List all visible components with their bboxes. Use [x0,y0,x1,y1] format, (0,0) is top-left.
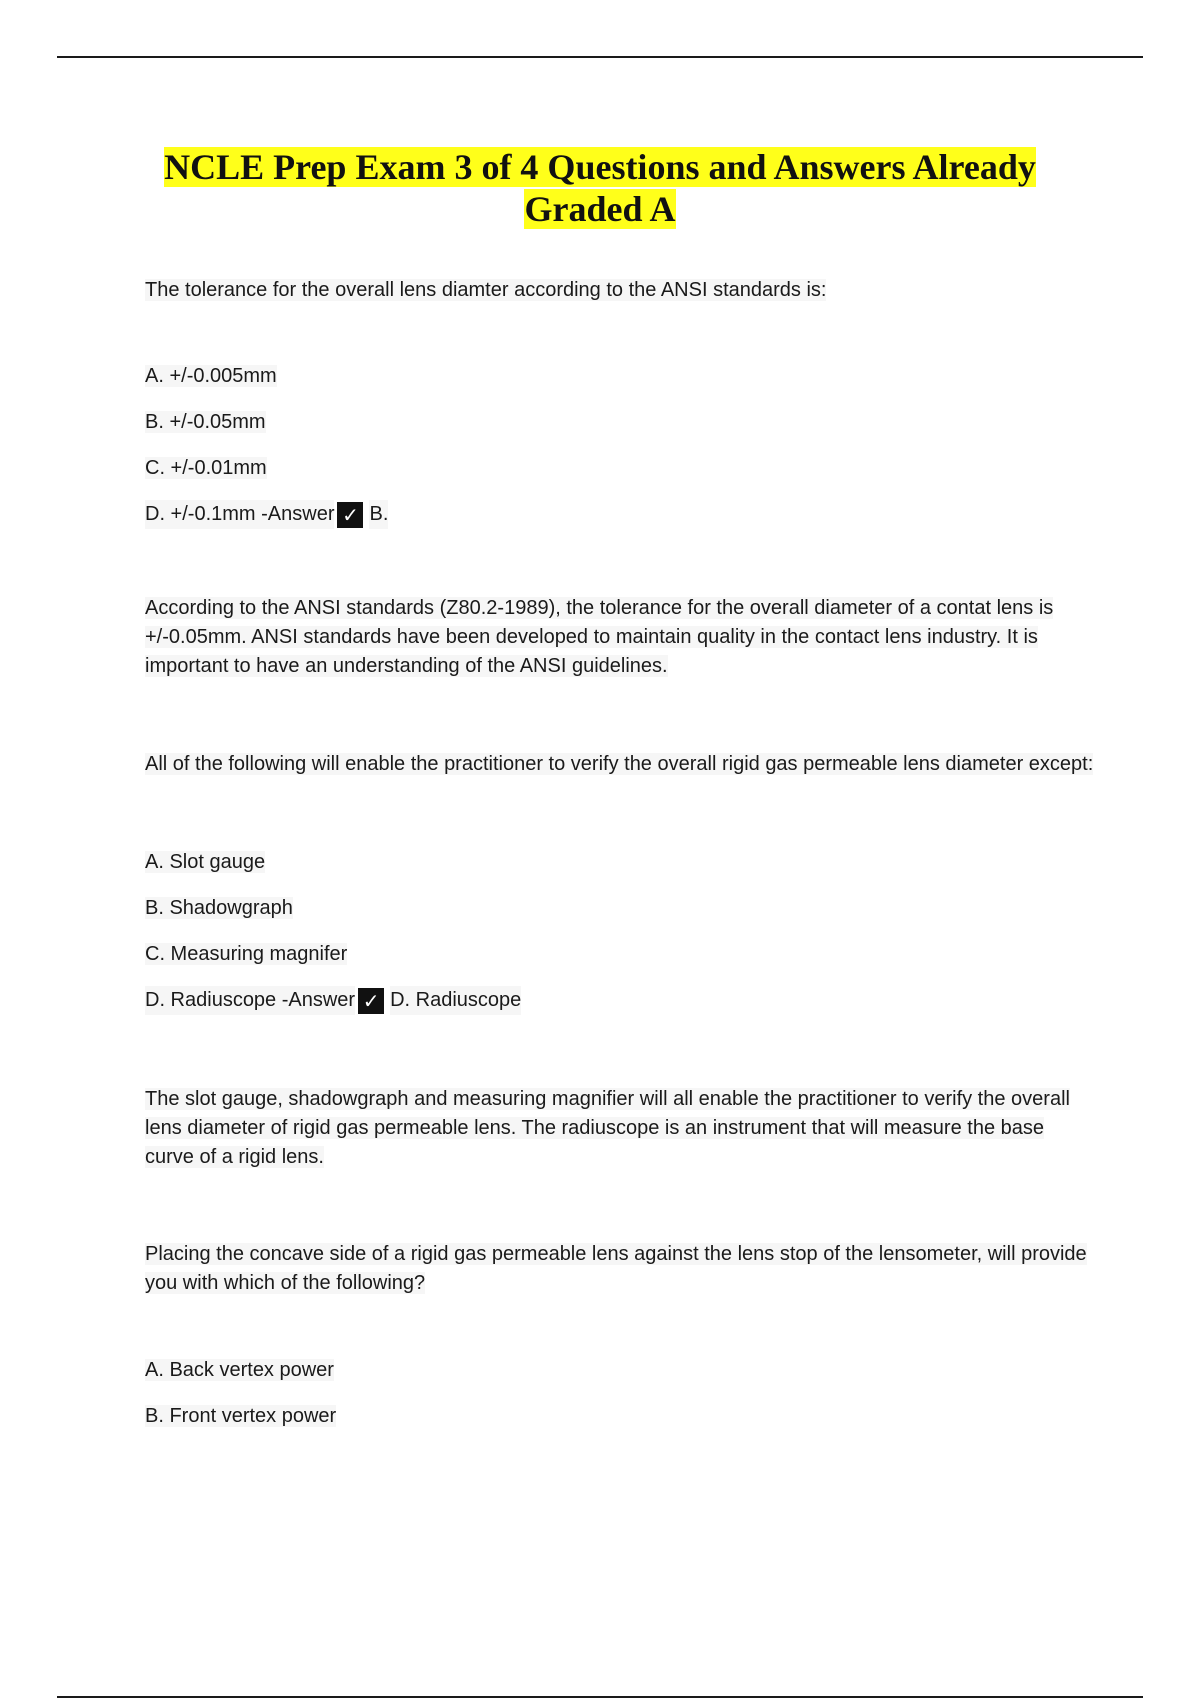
option: A. +/-0.005mm [145,365,277,387]
question-3-options [145,1356,1095,1431]
option: C. Measuring magnifer [145,943,348,965]
option: A. Back vertex power [145,1359,334,1381]
question-2-explanation: The slot gauge, shadowgraph and measuring magnifier will all enable the practitioner to verify the overall lens diameter of rigid gas permeable lens. The radiuscope is an instrument that will measure the base curve of a rigid lens. [145,1088,1070,1168]
option-with-answer [145,986,1095,1015]
answer-text: D. Radiuscope [390,986,521,1015]
question-2 [145,750,1095,779]
document-title [0,146,1200,230]
option: C. +/-0.01mm [145,457,267,479]
question-3 [145,1240,1095,1298]
option: B. Front vertex power [145,1405,337,1427]
top-rule [57,56,1143,58]
answer-text: B. [369,500,388,529]
question-1-text: The tolerance for the overall lens diamter according to the ANSI standards is: [145,279,827,301]
question-2-options [145,848,1095,1015]
option-d-label: D. +/-0.1mm -Answer [145,500,334,529]
question-2-text: All of the following will enable the practitioner to verify the overall rigid gas permeable lens diameter except: [145,753,1094,775]
option: B. +/-0.05mm [145,411,266,433]
question-1-options [145,362,1095,529]
document-body [145,276,1095,1431]
question-1 [145,276,1095,305]
title-line-1: NCLE Prep Exam 3 of 4 Questions and Answers Already [164,147,1036,187]
option: A. Slot gauge [145,851,266,873]
question-1-explanation: According to the ANSI standards (Z80.2-1989), the tolerance for the overall diameter of a contat lens is +/-0.05mm. ANSI standards have been developed to maintain quality in the contact lens industry. It is important to have an understanding of the ANSI guidelines. [145,597,1054,677]
option-d-label: D. Radiuscope -Answer [145,986,355,1015]
option: B. Shadowgraph [145,897,293,919]
question-3-text: Placing the concave side of a rigid gas permeable lens against the lens stop of the lensometer, will provide you with which of the following? [145,1243,1087,1294]
checkmark-icon: ✓ [358,988,384,1014]
bottom-rule [57,1696,1143,1698]
option-with-answer [145,500,1095,529]
title-line-2: Graded A [524,189,676,229]
checkmark-icon: ✓ [337,502,363,528]
